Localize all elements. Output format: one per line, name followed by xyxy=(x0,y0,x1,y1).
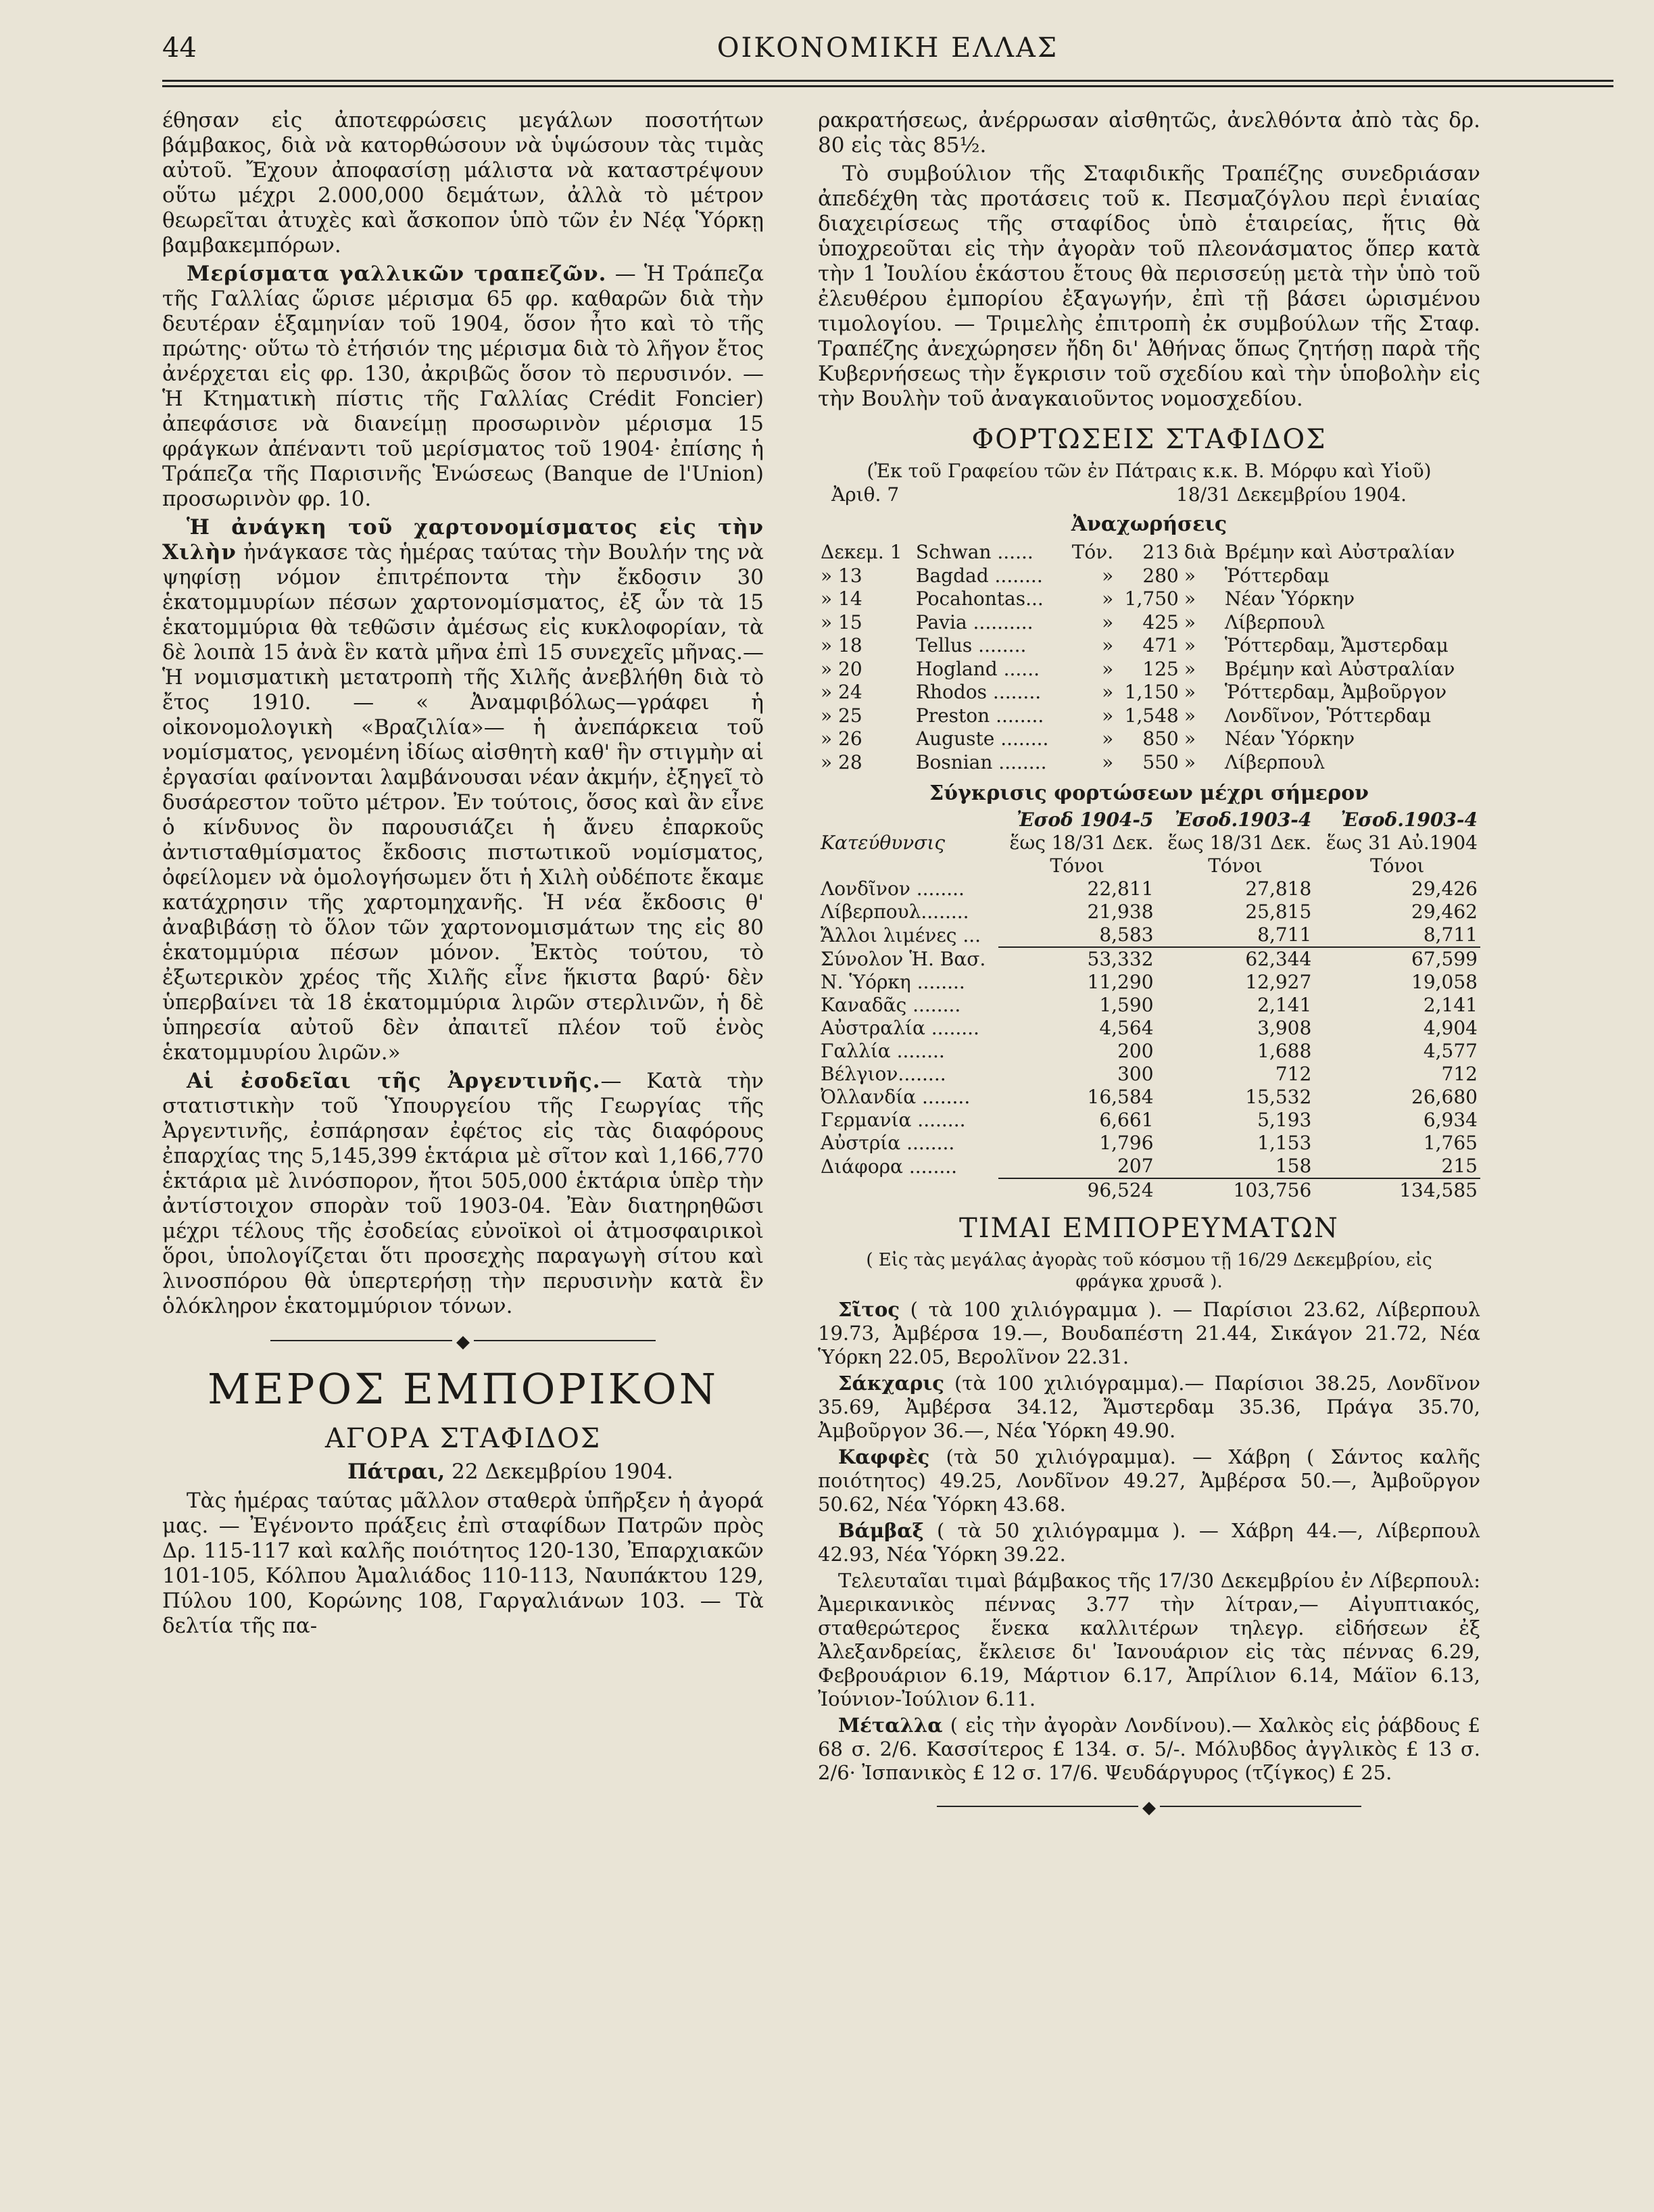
table-row xyxy=(818,1017,1480,1040)
cell-value: 2,141 xyxy=(1257,994,1312,1016)
dateline-date: 22 Δεκεμβρίου 1904. xyxy=(445,1460,673,1484)
commodity-prices: ( τὰ 50 χιλιόγραμμα ). — Χάβρη 44.—, Λίβερπουλ 42.93, Νέα Ὑόρκη 39.22. xyxy=(818,1519,1480,1566)
article-paragraph: ρακρατήσεως, ἀνέρρωσαν αἰσθητῶς, ἀνελθόντα ἀπὸ τὰς δρ. 80 εἰς τὰς 85½. xyxy=(818,108,1480,158)
row-label: Καναδᾶς ........ xyxy=(821,994,961,1016)
cell-destination: Λίβερπουλ xyxy=(1224,610,1325,633)
cell-ship: Hogland ...... xyxy=(915,657,1040,680)
table-row xyxy=(818,704,1480,728)
row-label: Λονδῖνον ........ xyxy=(821,877,965,900)
unit-label: Τόνοι xyxy=(1369,855,1425,877)
cell-value: 62,344 xyxy=(1157,947,1315,971)
cell-value: 2,141 xyxy=(1423,994,1478,1016)
price-entry xyxy=(818,1445,1480,1516)
article-text: ἠνάγκασε τὰς ἡμέρας ταύτας τὴν Βουλήν της νὰ ψηφίσῃ νόμον ἐπιτρέποντα τὴν ἔκδοσιν 30 ἑκατομμυρίων πέσων χαρτονομίσματος, ἐξ ὧν τὰ 15 ἑκατομμύρια θὰ τεθῶσιν ἀμέσως εἰς κυκλοφορίαν, τὰ δὲ λοιπὰ 15 ἀνὰ ἓν κατὰ μῆνα ἐπὶ 15 συνεχεῖς μῆνας.— Ἡ νομισματικὴ μετατροπὴ τῆς Χιλῆς ἀνεβλήθη διὰ τὸ ἔτος 1910. — « Ἀναμφιβόλως—γράφει ἡ οἰκονομολογικὴ «Βραζιλία»— ἡ ἀνεπάρκεια τοῦ νομίσματος, γενομένη ἰδίως αἰσθητὴ καθ' ἣν στιγμὴν αἱ ἐργασίαι φαίνονται λαμβάνουσαι νέαν ἀκμήν, ἐξηγεῖ τὸ δυσάρεστον τοῦτο μέτρον. Ἐν τούτοις, ὅσος καὶ ἂν εἶνε ὁ κίνδυνος ὃν παρουσιάζει ἡ ἄνευ ἐπαρκοῦς ἀντισταθμίσματος ἔκδοσις πιστωτικοῦ νομίσματος, ὀφείλομεν νὰ ὁμολογήσωμεν ὅτι ἡ Χιλὴ οὐδέποτε ἔκαμε κατάχρησιν τῆς χαρτομηχανῆς. Ἡ νέα ἔκδοσις θ' ἀναβιβάσῃ τὸ ὅλον τῶν χαρτονομισμάτων της εἰς 80 ἑκατομμύρια πέσων μόνον. Ἐκτὸς τούτου, τὸ ἐξωτερικὸν χρέος τῆς Χιλῆς εἶνε ἥκιστα βαρύ· δὲν ὑπερβαίνει τὰ 18 ἑκατομμύρια λιρῶν στερλινῶν, ἡ δὲ ὑπηρεσία αὐτοῦ δὲν ἀπαιτεῖ πλέον τοῦ ἑνὸς ἑκατομμυρίου λιρῶν.» xyxy=(162,540,764,1065)
cell-unit: » xyxy=(1102,634,1114,656)
cell-value: 19,058 xyxy=(1411,971,1478,993)
article-lead: Μερίσματα γαλλικῶν τραπεζῶν. xyxy=(187,262,607,286)
cell-via: » xyxy=(1184,704,1196,727)
cell-value: 215 xyxy=(1441,1155,1478,1177)
section-title: ΜΕΡΟΣ ΕΜΠΟΡΙΚΟΝ xyxy=(207,1364,719,1414)
cell-value: 25,815 xyxy=(1245,900,1312,923)
prices-title: ΤΙΜΑΙ ΕΜΠΟΡΕΥΜΑΤΩΝ xyxy=(959,1213,1339,1244)
cell-unit: » xyxy=(1102,750,1114,773)
prices-list xyxy=(818,1298,1480,1785)
cell-tons: 125 xyxy=(1142,657,1179,680)
cell-value: 6,661 xyxy=(1099,1109,1154,1131)
table-row xyxy=(818,1109,1480,1132)
col-header: Κατεύθυνσις xyxy=(821,832,946,854)
cell-value: 11,290 xyxy=(1087,971,1154,993)
col-subheader: ἕως 18/31 Δεκ. xyxy=(1167,832,1312,854)
cell-destination: Λίβερπουλ xyxy=(1224,750,1325,773)
commodity-prices: (τὰ 100 χιλιόγραμμα).— Παρίσιοι 38.25, Λονδῖνον 35.69, Ἀμβέρσα 34.12, Ἄμστερδαμ 35.36, Πράγα 35.70, Ἀμβοῦργον 36.—, Νέα Ὑόρκη 49.90. xyxy=(818,1372,1480,1442)
cell-value: 300 xyxy=(1117,1063,1154,1085)
table-row xyxy=(818,1040,1480,1063)
col-header: Ἐσοδ 1904-5 xyxy=(1017,809,1154,831)
table-row xyxy=(818,971,1480,994)
cell-value: 29,462 xyxy=(1411,900,1478,923)
cell-value: 27,818 xyxy=(1245,877,1312,900)
table-row xyxy=(818,1086,1480,1109)
cell-via: » xyxy=(1184,657,1196,680)
cell-ship: Schwan ...... xyxy=(915,541,1033,563)
row-label: Βέλγιον........ xyxy=(821,1063,946,1085)
cell-value: 1,688 xyxy=(1257,1040,1312,1062)
total-value: 103,756 xyxy=(1157,1178,1315,1202)
article-text: — Κατὰ τὴν στατιστικὴν τοῦ Ὑπουργείου τῆς Γεωργίας τῆς Ἀργεντινῆς, ἐσπάρησαν ἐφέτος εἰς τὰς διαφόρους ἐπαρχίας της 5,145,399 ἑκτάρια μὲ σῖτον καὶ 1,166,770 ἑκτάρια μὲ λινόσπορον, ἤτοι 505,000 ἑκτάρια ὑπὲρ τὴν ἀντίστοιχον σπορὰν τοῦ 1903-04. Ἐὰν διατηρηθῶσι μέχρι τέλους τῆς ἐσοδείας εὐνοϊκοὶ οἱ ἀτμοσφαιρικοὶ ὅροι, ὑπολογίζεται ὅτι προσεχὴς παραγωγὴ σίτου καὶ λινοσπόρου θὰ ὑπερτερήσῃ τὴν περυσινὴν κατὰ ἓν ὁλόκληρον ἑκατομμύριον τόνων. xyxy=(162,1069,764,1318)
table-row xyxy=(818,611,1480,635)
table-row xyxy=(818,1063,1480,1086)
cell-ship: Rhodos ........ xyxy=(915,681,1042,703)
cell-destination: Λονδῖνον, Ῥόττερδαμ xyxy=(1224,704,1432,727)
commodity-name: Σῖτος xyxy=(838,1298,900,1321)
article-paragraph xyxy=(162,515,764,1065)
table-row xyxy=(818,877,1480,900)
cell-tons: 1,150 xyxy=(1124,681,1179,703)
cell-ship: Auguste ........ xyxy=(915,727,1049,750)
market-title: ΑΓΟΡΑ ΣΤΑΦΙΔΟΣ xyxy=(324,1423,602,1454)
col-header: Ἐσοδ.1903-4 xyxy=(1340,809,1478,831)
cell-destination: Νέαν Ὑόρκην xyxy=(1224,587,1355,610)
cell-date: » 18 xyxy=(821,634,862,656)
table-row xyxy=(818,947,1480,971)
cell-value: 1,796 xyxy=(1099,1132,1154,1154)
price-entry xyxy=(818,1298,1480,1369)
prices-note: ( Εἰς τὰς μεγάλας ἀγορὰς τοῦ κόσμου τῇ 16/29 Δεκεμβρίου, εἰς φράγκα χρυσᾶ ). xyxy=(866,1250,1432,1292)
cell-via: » xyxy=(1184,564,1196,587)
cell-value: 4,904 xyxy=(1423,1017,1478,1039)
table-row xyxy=(818,727,1480,751)
cell-tons: 425 xyxy=(1142,610,1179,633)
cell-via: διὰ xyxy=(1184,541,1216,563)
row-label: Διάφορα ........ xyxy=(821,1155,958,1178)
cell-via: » xyxy=(1184,587,1196,610)
cell-value: 3,908 xyxy=(1257,1017,1312,1039)
row-label: Ν. Ὑόρκη ........ xyxy=(821,971,965,993)
cell-destination: Βρέμην καὶ Αὐστραλίαν xyxy=(1224,657,1455,680)
page-header xyxy=(162,27,1613,74)
loads-source: (Ἐκ τοῦ Γραφείου τῶν ἐν Πάτραις κ.κ. Β. Μόρφυ καὶ Υἱοῦ) xyxy=(867,460,1432,482)
cell-ship: Pocahontas... xyxy=(915,587,1044,610)
table-row xyxy=(818,994,1480,1017)
cell-value: 53,332 xyxy=(998,947,1157,971)
cell-unit: » xyxy=(1102,564,1114,587)
cell-date: Δεκεμ. 1 xyxy=(821,541,902,563)
cell-value: 712 xyxy=(1275,1063,1312,1085)
cell-via: » xyxy=(1184,727,1196,750)
cell-value: 15,532 xyxy=(1245,1086,1312,1108)
commodity-name: Βάμβαξ xyxy=(838,1519,924,1542)
cell-ship: Tellus ........ xyxy=(915,634,1027,656)
unit-label: Τόνοι xyxy=(1208,855,1263,877)
table-row xyxy=(818,634,1480,658)
commodity-prices: ( εἰς τὴν ἀγορὰν Λονδίνου).— Χαλκὸς εἰς ῥάβδους £ 68 σ. 2/6. Κασσίτερος £ 134. σ. 5/-. Μόλυβδος ἀγγλικὸς £ 13 σ. 2/6· Ἰσπανικὸς £ 12 σ. 17/6. Ψευδάργυρος (τζίγκος) £ 25. xyxy=(818,1714,1480,1784)
commodity-prices: (τὰ 50 χιλιόγραμμα). — Χάβρη ( Σάντος καλῆς ποιότητος) 49.25, Λονδῖνον 49.27, Ἀμβέρσα 50.—, Ἀμβοῦργον 50.62, Νέα Ὑόρκη 43.68. xyxy=(818,1445,1480,1516)
article-text: — Ἡ Τράπεζα τῆς Γαλλίας ὥρισε μέρισμα 65 φρ. καθαρῶν διὰ τὴν δευτέραν ἑξαμηνίαν τοῦ 1904, ὅσον ἦτο καὶ τὸ τῆς πρώτης· οὕτω τὸ ἐτήσιόν της μέρισμα διὰ τὸ λῆγον ἔτος ἀνέρχεται εἰς φρ. 130, ἀκριβῶς ὅσον τὸ περυσινόν. — Ἡ Κτηματικὴ πίστις τῆς Γαλλίας Crédit Foncier) ἀπεφάσισε νὰ διανείμῃ προσωρινὸν μέρισμα 15 φράγκων ἀπέναντι τοῦ μερίσματος τοῦ 1904· ἐπίσης ἡ Τράπεζα τῆς Παρισινῆς Ἑνώσεως (Banque de l'Union) προσωρινὸν φρ. 10. xyxy=(162,262,764,511)
dateline-place: Πάτραι, xyxy=(347,1460,445,1484)
cell-unit: » xyxy=(1102,657,1114,680)
loads-title: ΦΟΡΤΩΣΕΙΣ ΣΤΑΦΙΔΟΣ xyxy=(971,424,1327,455)
article-paragraph: Τὸ συμβούλιον τῆς Σταφιδικῆς Τραπέζης συνεδριάσαν ἀπεδέχθη τὰς προτάσεις τοῦ κ. Πεσμαζόγλου περὶ ἑνιαίας διαχειρίσεως τῆς σταφίδος ὑπὸ ἑταιρείας, ἥτις θὰ ὑποχρεοῦται εἰς τὴν ἀγορὰν τοῦ πλεονάσματος ὅπερ κατὰ τὴν 1 Ἰουλίου ἑκάστου ἔτους θὰ περισσεύῃ μετὰ τὴν ὑπὸ τοῦ ἐλευθέρου ἐμπορίου ἐξαγωγήν, ἐπὶ τῇ βάσει ὡρισμένου τιμολογίου. — Τριμελὴς ἐπιτροπὴ ἐκ συμβούλων τῆς Σταφ. Τραπέζης ἀνεχώρησεν ἤδη δι' Ἀθήνας ὅπως ζητήσῃ παρὰ τῆς Κυβερνήσεως τὴν ἔγκρισιν τοῦ σχεδίου καὶ τὴν ὑποβολὴν εἰς τὴν Βουλὴν τοῦ ἀναγκαιοῦντος νομοσχεδίου. xyxy=(818,162,1480,411)
row-label: Αὐστραλία ........ xyxy=(821,1017,979,1039)
row-label: Σύνολον Ἡ. Βασ. xyxy=(821,947,986,970)
cell-date: » 26 xyxy=(821,727,862,750)
cell-destination: Νέαν Ὑόρκην xyxy=(1224,727,1355,750)
price-entry xyxy=(818,1372,1480,1443)
right-column xyxy=(818,108,1480,1828)
cell-value: 8,711 xyxy=(1423,923,1478,946)
total-value: 134,585 xyxy=(1314,1178,1480,1202)
cell-destination: Ῥόττερδαμ xyxy=(1224,564,1330,587)
col-header: Ἐσοδ.1903-4 xyxy=(1174,809,1312,831)
table-row xyxy=(818,900,1480,923)
cell-value: 712 xyxy=(1441,1063,1478,1085)
commodity-prices: Τελευταῖαι τιμαὶ βάμβακος τῆς 17/30 Δεκεμβρίου ἐν Λίβερπουλ: Ἀμερικανικὸς πέννας 3.77 τὴν λίτραν,— Αἰγυπτιακός, σταθερώτερος ἕνεκα καλλιτέρων τηλεγρ. εἰδήσεων ἐξ Ἀλεξανδρείας, ἔκλεισε δι' Ἰανουάριον εἰς τὰς πέννας 6.29, Φεβρουάριον 6.19, Μάρτιον 6.17, Ἀπρίλιον 6.14, Μάϊον 6.13, Ἰούνιον-Ἰούλιον 6.11. xyxy=(818,1569,1480,1710)
cell-value: 12,927 xyxy=(1245,971,1312,993)
header-rule-top xyxy=(162,80,1613,82)
total-value: 96,524 xyxy=(998,1178,1157,1202)
col-subheader: ἕως 31 Αὐ.1904 xyxy=(1325,832,1478,854)
table-row xyxy=(818,564,1480,588)
cell-value: 29,426 xyxy=(1411,877,1478,900)
row-label: Ἄλλοι λιμένες ... xyxy=(821,923,981,946)
cell-tons: 550 xyxy=(1142,750,1179,773)
cell-via: » xyxy=(1184,610,1196,633)
unit-label: Τόνοι xyxy=(1050,855,1104,877)
cell-tons: 471 xyxy=(1142,634,1179,656)
cell-value: 6,934 xyxy=(1423,1109,1478,1131)
loads-meta xyxy=(818,482,1480,508)
table-row xyxy=(818,1132,1480,1155)
commodity-name: Μέταλλα xyxy=(838,1714,943,1737)
ornament-divider: ◆ xyxy=(818,1793,1480,1820)
table-row-total xyxy=(818,1178,1480,1202)
cell-via: » xyxy=(1184,750,1196,773)
comparison-table xyxy=(818,809,1480,1202)
cell-value: 5,193 xyxy=(1257,1109,1312,1131)
cell-tons: 1,548 xyxy=(1124,704,1179,727)
cell-value: 26,680 xyxy=(1411,1086,1478,1108)
price-entry xyxy=(818,1714,1480,1785)
cell-value: 16,584 xyxy=(1087,1086,1154,1108)
cell-via: » xyxy=(1184,634,1196,656)
cell-value: 4,577 xyxy=(1423,1040,1478,1062)
row-label: Αὐστρία ........ xyxy=(821,1132,955,1154)
issue-number: Ἀριθ. 7 xyxy=(831,483,900,506)
blank-cell xyxy=(818,1178,998,1202)
table-row xyxy=(818,923,1480,947)
price-entry xyxy=(818,1569,1480,1711)
departures-title: Ἀναχωρήσεις xyxy=(1071,512,1227,536)
cell-tons: 1,750 xyxy=(1124,587,1179,610)
comparison-title: Σύγκρισις φορτώσεων μέχρι σήμερον xyxy=(929,782,1369,805)
cell-ship: Pavia .......... xyxy=(915,610,1033,633)
cell-value: 1,590 xyxy=(1099,994,1154,1016)
col-subheader: ἕως 18/31 Δεκ. xyxy=(1009,832,1154,854)
cell-date: » 24 xyxy=(821,681,862,703)
blank-cell xyxy=(818,809,998,832)
cell-unit: » xyxy=(1102,610,1114,633)
cell-ship: Bagdad ........ xyxy=(915,564,1043,587)
article-paragraph xyxy=(162,1069,764,1319)
table-row xyxy=(818,658,1480,681)
blank-cell xyxy=(818,855,998,877)
cell-tons: 850 xyxy=(1142,727,1179,750)
commodity-name: Σάκχαρις xyxy=(838,1372,944,1395)
cell-ship: Preston ........ xyxy=(915,704,1044,727)
header-rule-bottom xyxy=(162,85,1613,87)
cell-date: » 28 xyxy=(821,750,862,773)
article-paragraph xyxy=(162,262,764,512)
running-title: ΟΙΚΟΝΟΜΙΚΗ ΕΛΛΑΣ xyxy=(716,32,1059,64)
article-paragraph: έθησαν εἰς ἀποτεφρώσεις μεγάλων ποσοτήτων βάμβακος, διὰ νὰ κατορθώσουν νὰ ὑψώσουν τὰς τιμὰς αὐτοῦ. Ἔχουν ἀποφασίσῃ μάλιστα νὰ καταστρέψουν οὕτω μέχρι 2.000,000 δεμάτων, ἀλλὰ τὸ μέτρον θεωρεῖται ἀτυχὲς καὶ ἄσκοπον ὑπὸ τῶν ἐν Νέᾳ Ὑόρκῃ βαμβακεμπόρων. xyxy=(162,108,764,258)
departures-table xyxy=(818,541,1480,774)
cell-date: » 15 xyxy=(821,610,862,633)
cell-value: 158 xyxy=(1275,1155,1312,1177)
loads-date: 18/31 Δεκεμβρίου 1904. xyxy=(1176,483,1407,506)
ornament-divider: ◆ xyxy=(162,1327,764,1354)
cell-value: 200 xyxy=(1117,1040,1154,1062)
page-number: 44 xyxy=(162,32,197,64)
commodity-name: Καφφὲς xyxy=(838,1445,930,1468)
cell-value: 8,583 xyxy=(1099,923,1154,946)
table-row xyxy=(818,751,1480,775)
cell-unit: » xyxy=(1102,727,1114,750)
cell-destination: Ῥόττερδαμ, Ἀμβοῦργον xyxy=(1224,681,1447,703)
left-column xyxy=(162,108,764,1642)
commodity-prices: ( τὰ 100 χιλιόγραμμα ). — Παρίσιοι 23.62, Λίβερπουλ 19.73, Ἀμβέρσα 19.—, Βουδαπέστη 21.44, Σικάγον 21.72, Νέα Ὑόρκη 22.05, Βερολῖνον 22.31. xyxy=(818,1298,1480,1368)
row-label: Ὀλλανδία ........ xyxy=(821,1086,971,1108)
cell-value: 21,938 xyxy=(1087,900,1154,923)
cell-date: » 13 xyxy=(821,564,862,587)
cell-unit: » xyxy=(1102,681,1114,703)
article-lead: Αἱ ἐσοδεῖαι τῆς Ἀργεντινῆς. xyxy=(187,1069,601,1093)
cell-date: » 20 xyxy=(821,657,862,680)
cell-unit: Τόν. xyxy=(1071,541,1114,563)
table-row xyxy=(818,1155,1480,1178)
cell-tons: 280 xyxy=(1142,564,1179,587)
row-label: Γερμανία ........ xyxy=(821,1109,966,1131)
cell-value: 8,711 xyxy=(1257,923,1312,946)
cell-value: 22,811 xyxy=(1087,877,1154,900)
row-label: Γαλλία ........ xyxy=(821,1040,945,1062)
table-row xyxy=(818,681,1480,704)
cell-unit: » xyxy=(1102,704,1114,727)
cell-ship: Bosnian ........ xyxy=(915,750,1047,773)
table-row xyxy=(818,587,1480,611)
cell-date: » 25 xyxy=(821,704,862,727)
cell-unit: » xyxy=(1102,587,1114,610)
table-row xyxy=(818,541,1480,564)
article-paragraph: Τὰς ἡμέρας ταύτας μᾶλλον σταθερὰ ὑπῆρξεν ἡ ἀγορά μας. — Ἐγένοντο πράξεις ἐπὶ σταφίδων Πατρῶν πρὸς Δρ. 115-117 καὶ καλῆς ποιότητος 120-130, Ἐπαρχιακῶν 101-105, Κόλπου Ἀμαλιάδος 110-113, Ναυπάκτου 129, Πύλου 100, Κορώνης 108, Γαργαλιάνων 103. — Τὰ δελτία τῆς πα- xyxy=(162,1489,764,1638)
row-label: Λίβερπουλ........ xyxy=(821,900,969,923)
dateline xyxy=(257,1460,764,1485)
price-entry xyxy=(818,1519,1480,1566)
cell-value: 67,599 xyxy=(1314,947,1480,971)
cell-destination: Ῥόττερδαμ, Ἄμστερδαμ xyxy=(1224,634,1449,656)
article-lead: Ἡ ἀνάγκη τοῦ χαρτονομίσματος εἰς τὴν Χιλὴν xyxy=(162,515,764,564)
cell-value: 4,564 xyxy=(1099,1017,1154,1039)
cell-date: » 14 xyxy=(821,587,862,610)
cell-via: » xyxy=(1184,681,1196,703)
cell-destination: Βρέμην καὶ Αὐστραλίαν xyxy=(1224,541,1455,563)
cell-tons: 213 xyxy=(1142,541,1179,563)
cell-value: 1,765 xyxy=(1423,1132,1478,1154)
cell-value: 1,153 xyxy=(1257,1132,1312,1154)
cell-value: 207 xyxy=(1117,1155,1154,1177)
